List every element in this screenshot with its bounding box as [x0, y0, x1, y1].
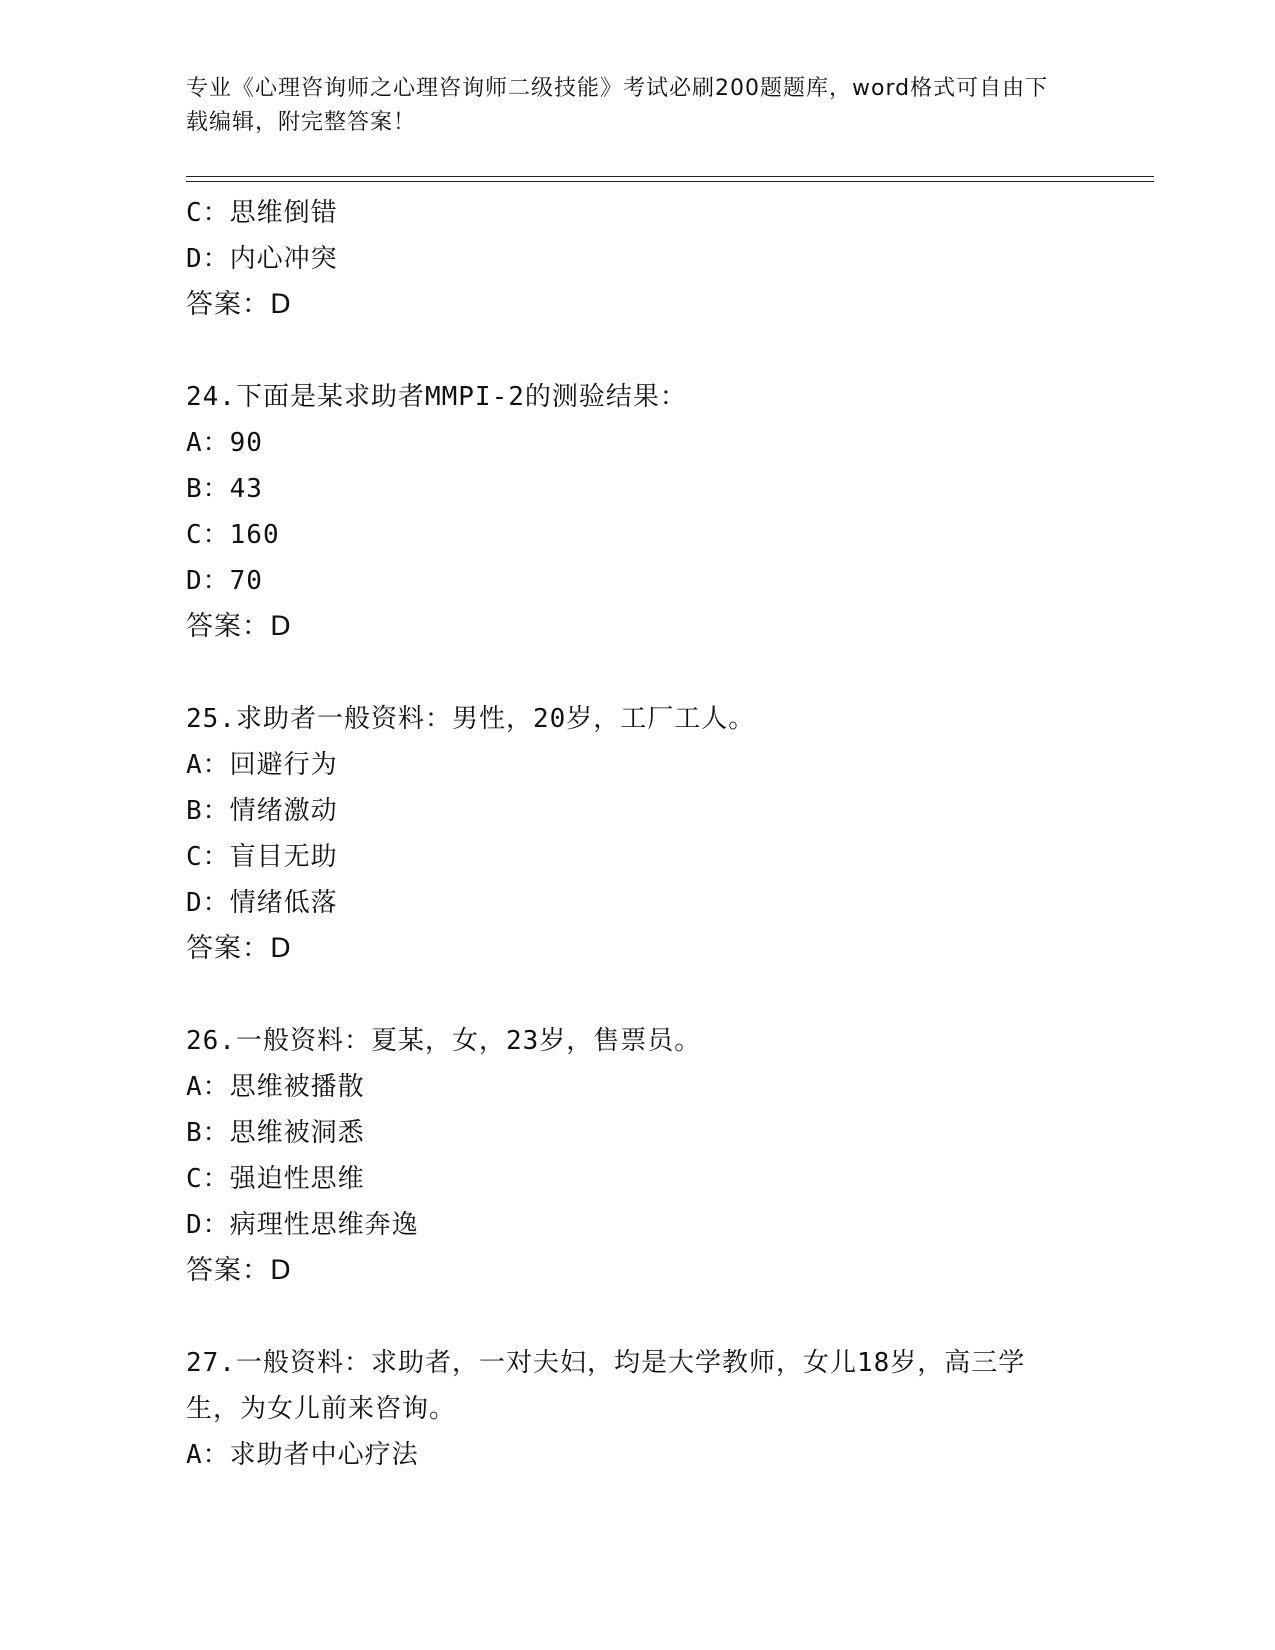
spacer [186, 650, 1086, 696]
option-c: C：强迫性思维 [186, 1164, 365, 1194]
question-25 [186, 696, 1086, 972]
document-header: 专业《心理咨询师之心理咨询师二级技能》考试必刷200题题库，word格式可自由下载编辑，附完整答案！ [186, 76, 1049, 135]
answer-line: 答案：D [186, 933, 292, 964]
question-stem: 25.求助者一般资料：男性，20岁，工厂工人。 [186, 704, 756, 734]
question-list [186, 190, 1086, 1478]
option-d: D：病理性思维奔逸 [186, 1210, 419, 1240]
question-stem: 24.下面是某求助者MMPI-2的测验结果： [186, 382, 687, 412]
option-c: C：思维倒错 [186, 198, 338, 228]
answer-line: 答案：D [186, 611, 292, 642]
option-a: A：思维被播散 [186, 1072, 365, 1102]
question-27 [186, 1340, 1086, 1478]
option-d: D：70 [186, 566, 263, 596]
option-b: B：情绪激动 [186, 796, 338, 826]
header-divider-top [186, 176, 1154, 177]
header-divider-bottom [186, 181, 1154, 182]
answer-line: 答案：D [186, 1255, 292, 1286]
question-26 [186, 1018, 1086, 1294]
question-stem: 26.一般资料：夏某，女，23岁，售票员。 [186, 1026, 702, 1056]
question-stem: 27.一般资料：求助者，一对夫妇，均是大学教师，女儿18岁，高三学生，为女儿前来咨询。 [186, 1348, 1026, 1424]
spacer [186, 972, 1086, 1018]
option-b: B：思维被洞悉 [186, 1118, 365, 1148]
option-d: D：情绪低落 [186, 888, 338, 918]
option-a: A：求助者中心疗法 [186, 1440, 419, 1470]
option-c: C：160 [186, 520, 280, 550]
option-c: C：盲目无助 [186, 842, 338, 872]
answer-line: 答案：D [186, 289, 292, 320]
question-24 [186, 374, 1086, 650]
option-a: A：回避行为 [186, 750, 338, 780]
spacer [186, 1294, 1086, 1340]
option-a: A：90 [186, 428, 263, 458]
option-d: D：内心冲突 [186, 244, 338, 274]
spacer [186, 328, 1086, 374]
option-b: B：43 [186, 474, 263, 504]
